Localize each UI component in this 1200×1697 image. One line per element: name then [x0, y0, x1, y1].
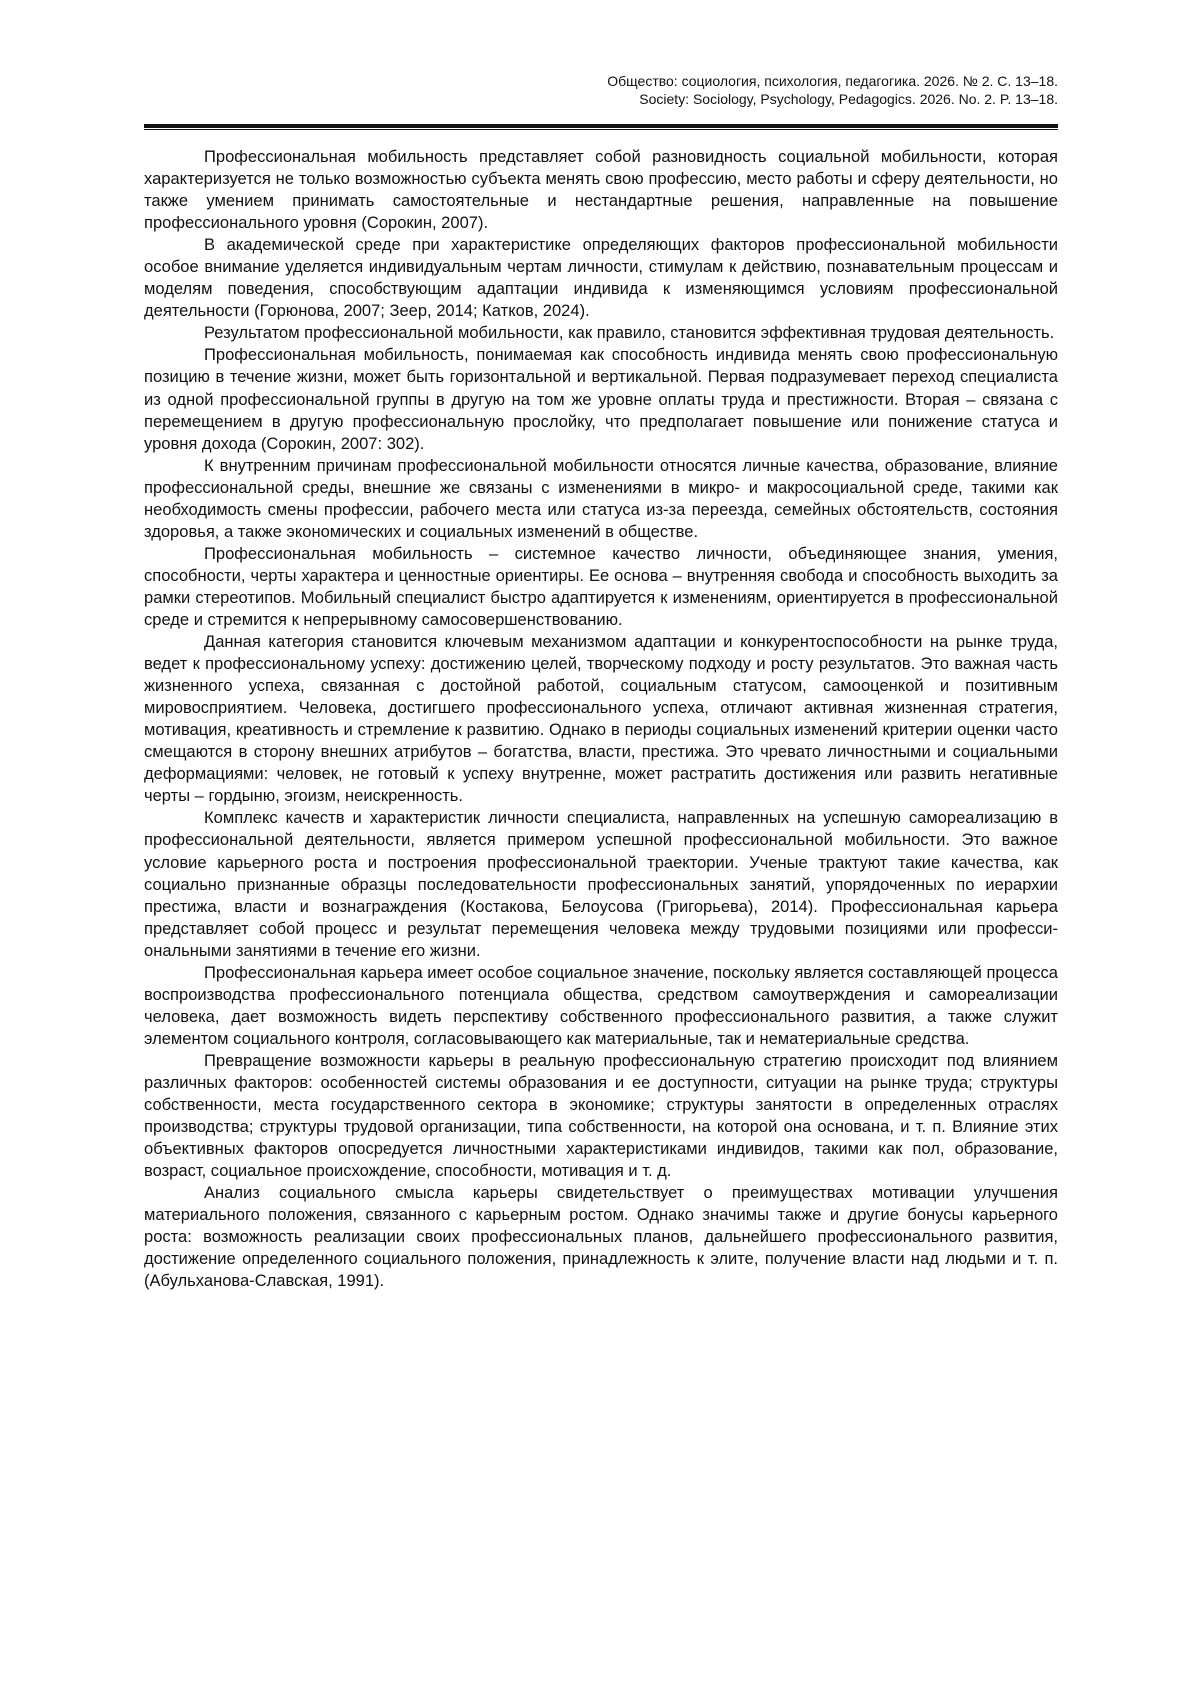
paragraph: К внутренним причинам профессиональной мобильности относятся личные качества, образование, влияние профессиональной среды, внешние же связаны с изменениями в микро- и макросоциальной среде, такими как необходимость смены профессии, рабочего места или статуса из-за переезда, семейных обстоятельств, состояния здоровья, а также экономических и социальных изменений в обществе. — [144, 455, 1058, 541]
running-header-ru: Общество: социология, психология, педагогика. 2026. № 2. С. 13–18. — [607, 73, 1058, 89]
paragraph: Профессиональная мобильность – системное качество личности, объединяющее знания, умения, способности, черты характера и ценностные ориентиры. Ее основа – внутренняя свобода и способность выходить за рамки стереотипов. Мобильный специалист быстро адаптируется к изменениям, ориентируется в профессиональной среде и стремится к непрерывному самосовершенствованию. — [144, 543, 1058, 629]
paragraph: Анализ социального смысла карьеры свидетельствует о преимуществах мотивации улучшения материального положения, связанного с карьерным ростом. Однако значимы также и другие бонусы карьерного роста: возможность реализации своих профессиональных планов, дальнейшего профессионального развития, достижение определенного социального положения, принадлежность к элите, получение власти над людьми и т. п. (Абульханова-Славская, 1991). — [144, 1183, 1058, 1291]
paragraph: Превращение возможности карьеры в реальную профессиональную стратегию происходит под влиянием различных факторов: особенностей системы образования и ее доступности, ситуации на рынке труда; структуры собственности, места государственного сектора в экономике; структуры занятости в определенных отраслях производства; структуры трудовой организации, типа собственности, на которой она основана, и т. п. Влияние этих объективных факторов опосредуется личностными характеристиками индивидов, такими как пол, образование, возраст, социальное происхождение, способности, мотивация и т. д. — [144, 1050, 1058, 1181]
running-header-en: Society: Sociology, Psychology, Pedagogics. 2026. No. 2. P. 13–18. — [639, 91, 1058, 107]
paragraph: Результатом профессиональной мобильности, как правило, становится эффективная трудовая деятельность. — [204, 323, 1055, 343]
running-header — [258, 72, 1058, 108]
article-body — [144, 146, 1058, 1292]
paragraph: Профессиональная мобильность, понимаемая как способность индивида менять свою профессиональную позицию в течение жизни, может быть горизонтальной и вертикальной. Первая подразумевает переход специалиста из одной профессиональной группы в другую на том же уровне оплаты труда и престижности. Вторая – связана с перемещением в другую профессиональную прослойку, что предполагает повышение или понижение статуса и уровня дохода (Сорокин, 2007: 302). — [144, 345, 1058, 453]
paragraph: Комплекс качеств и характеристик личности специалиста, направленных на успешную самореализацию в профессиональной деятельности, является примером успешной профессиональной мобильности. Это важное условие карьерного роста и построения профессиональной траектории. Ученые трактуют такие качества, как социально признанные образцы последовательности профессиональных занятий, упорядоченных по иерархии престижа, власти и вознаграждения (Костакова, Белоусова (Григорьева), 2014). Профессиональная карьера представляет собой процесс и результат перемещения человека между трудовыми позициями или профессиональными занятиями в течение его жизни. — [144, 808, 1058, 960]
paragraph: Профессиональная карьера имеет особое социальное значение, поскольку является составляющей процесса воспроизводства профессионального потенциала общества, средством самоутверждения и самореализации человека, дает возможность видеть перспективу собственного профессионального развития, а также служит элементом социального контроля, согласовывающего как материальные, так и нематериальные средства. — [144, 962, 1058, 1048]
paragraph: В академической среде при характеристике определяющих факторов профессиональной мобильности особое внимание уделяется индивидуальным чертам личности, стимулам к действию, познавательным процессам и моделям поведения, способствующим адаптации индивида к изменяющимся условиям профессиональной деятельности (Горюнова, 2007; Зеер, 2014; Катков, 2024). — [144, 235, 1058, 321]
paragraph: Профессиональная мобильность представляет собой разновидность социальной мобильности, которая характеризуется не только возможностью субъекта менять свою профессию, место работы и сферу деятельности, но также умением принимать самостоятельные и нестандартные решения, направленные на повышение профессионального уровня (Сорокин, 2007). — [144, 147, 1058, 233]
paragraph: Данная категория становится ключевым механизмом адаптации и конкурентоспособности на рынке труда, ведет к профессиональному успеху: достижению целей, творческому подходу и росту результатов. Это важная часть жизненного успеха, связанная с достойной работой, социальным статусом, самооценкой и позитивным мировосприятием. Человека, достигшего профессионального успеха, отличают активная жизненная стратегия, мотивация, креативность и стремление к развитию. Однако в периоды социальных изменений критерии оценки часто смещаются в сторону внешних атрибутов – богатства, власти, престижа. Это чревато личностными и социальными деформациями: человек, не готовый к успеху внутренне, может растратить достижения или развить негативные черты – гордыню, эгоизм, неискренность. — [144, 632, 1058, 806]
header-rule — [144, 124, 1058, 130]
